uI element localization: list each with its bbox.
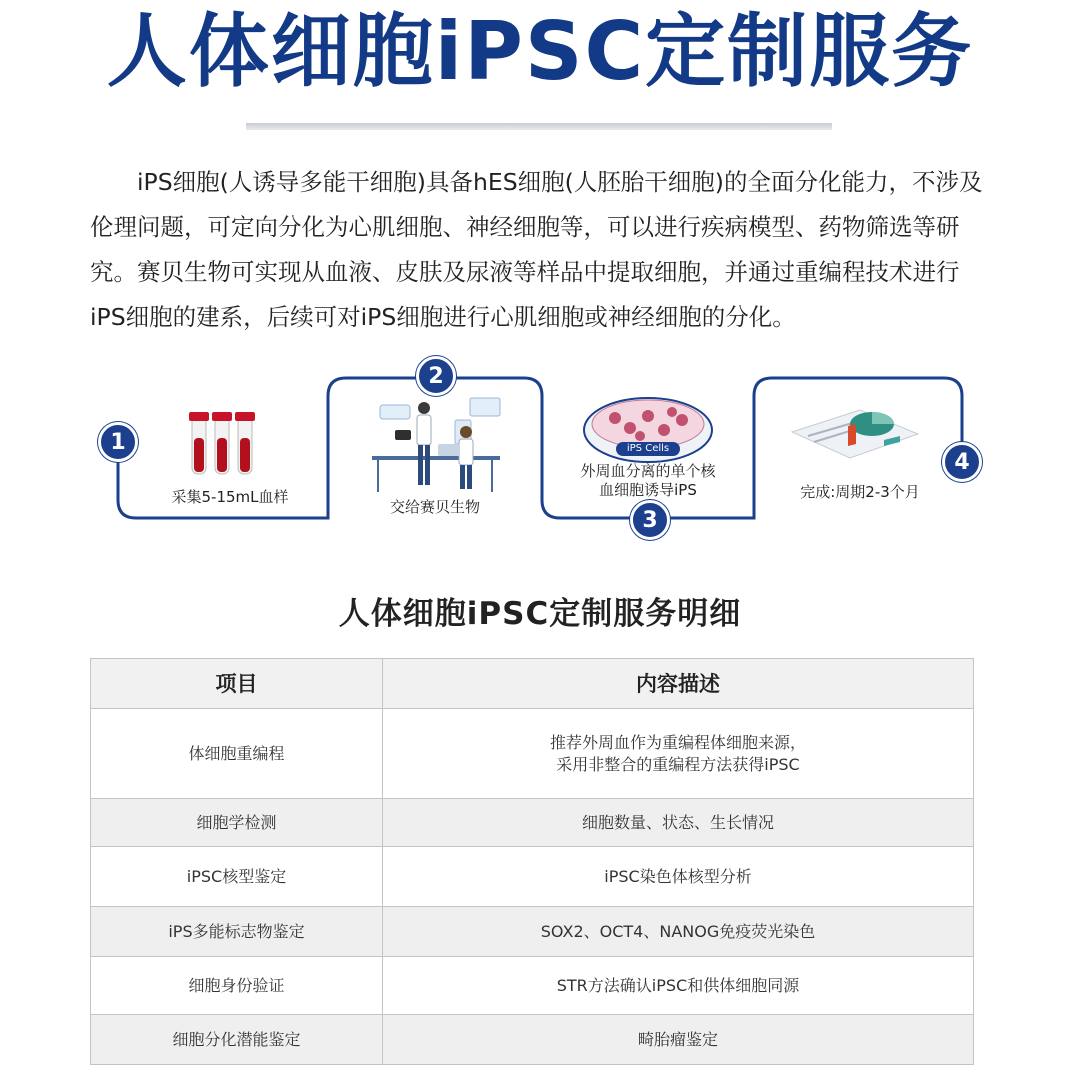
table-row (91, 799, 974, 847)
step-2-label: 交给赛贝生物 (389, 498, 480, 516)
table-row (91, 847, 974, 907)
laboratory-illustration (372, 398, 500, 492)
service-detail-table (90, 658, 974, 1065)
row-description: iPSC染色体核型分析 (383, 847, 974, 907)
step-2-badge: 2 (416, 356, 456, 396)
row-description: SOX2、OCT4、NANOG免疫荧光染色 (383, 907, 974, 957)
page-title: 人体细胞iPSC定制服务 (106, 5, 974, 98)
header-description: 内容描述 (383, 659, 974, 709)
table-title: 人体细胞iPSC定制服务明细 (338, 596, 742, 632)
row-item: 细胞分化潜能鉴定 (91, 1015, 383, 1065)
step-1-label: 采集5-15mL血样 (171, 488, 289, 506)
table-row (91, 1015, 974, 1065)
row-description (383, 709, 974, 799)
row-description: STR方法确认iPSC和供体细胞同源 (383, 957, 974, 1015)
process-track (0, 360, 1080, 560)
row-item: 细胞身份验证 (91, 957, 383, 1015)
row-item: 体细胞重编程 (91, 709, 383, 799)
row-description: 畸胎瘤鉴定 (383, 1015, 974, 1065)
step-3-label-line1: 外周血分离的单个核 (580, 462, 716, 480)
row-item: iPS多能标志物鉴定 (91, 907, 383, 957)
step-4-badge: 4 (942, 442, 982, 482)
step-3-label-line2: 血细胞诱导iPS (599, 481, 697, 499)
step-1-badge: 1 (98, 422, 138, 462)
intro-paragraph: iPS细胞(人诱导多能干细胞)具备hES细胞(人胚胎干细胞)的全面分化能力，不涉及伦理问题，可定向分化为心肌细胞、神经细胞等，可以进行疾病模型、药物筛选等研究。赛贝生物可实现从血液、皮肤及尿液等样品中提取细胞，并通过重编程技术进行iPS细胞的建系，后续可对iPS细胞进行心肌细胞或神经细胞的分化。 (90, 168, 983, 331)
description-line: 采用非整合的重编程方法获得iPSC (556, 754, 800, 774)
row-item: 细胞学检测 (91, 799, 383, 847)
report-charts-illustration (792, 410, 918, 458)
description-line: 推荐外周血作为重编程体细胞来源， (549, 732, 806, 752)
table-header-row (91, 659, 974, 709)
table-row (91, 957, 974, 1015)
process-flow (0, 360, 1080, 560)
table-row (91, 709, 974, 799)
step-3-badge: 3 (630, 500, 670, 540)
table-row (91, 907, 974, 957)
step-4-label: 完成:周期2-3个月 (800, 483, 920, 501)
blood-tubes-illustration (189, 412, 255, 474)
title-divider (246, 123, 832, 130)
row-item: iPSC核型鉴定 (91, 847, 383, 907)
header-item: 项目 (91, 659, 383, 709)
row-description: 细胞数量、状态、生长情况 (383, 799, 974, 847)
dish-label: iPS Cells (626, 443, 670, 454)
